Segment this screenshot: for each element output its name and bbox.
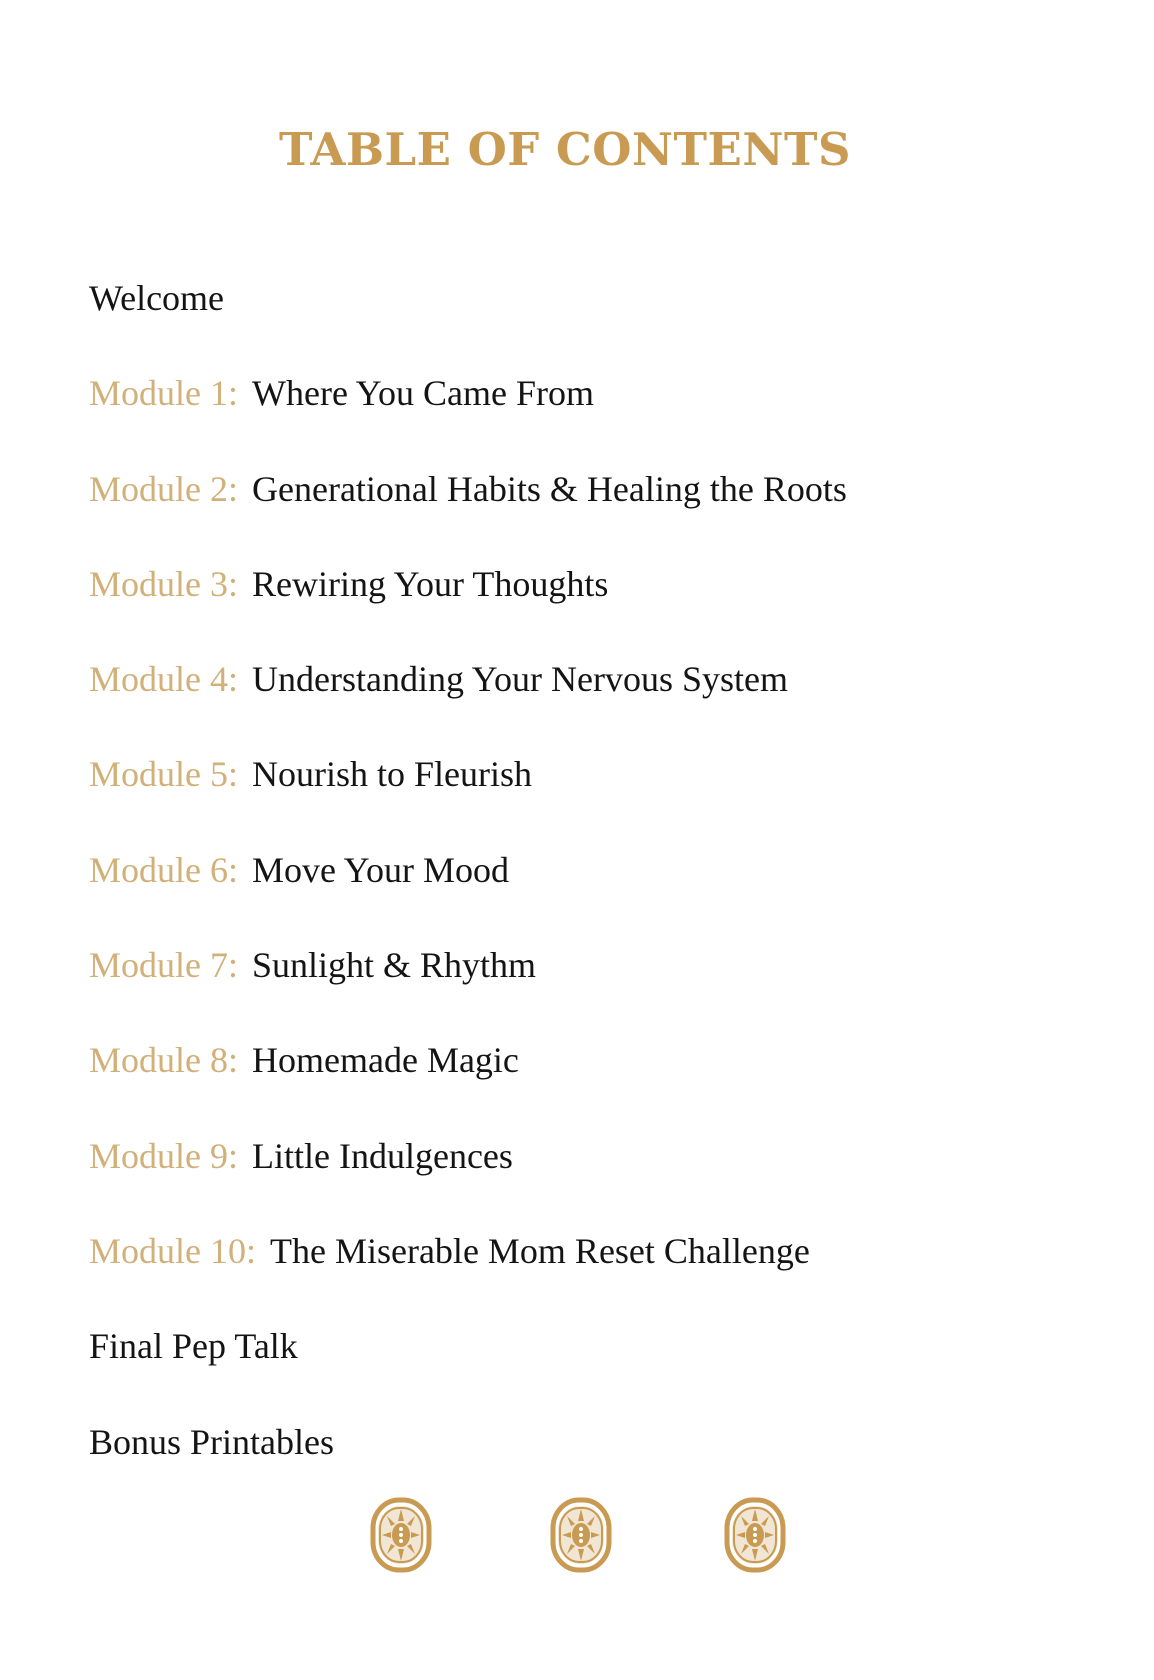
toc-item-bonus-printables[interactable] [89, 1412, 847, 1507]
toc-item-module-3[interactable] [89, 554, 847, 649]
toc-item-module-7[interactable] [89, 935, 847, 1030]
toc-item-prefix: Module 4: [89, 659, 238, 700]
toc-item-title: Welcome [89, 278, 225, 318]
toc-item-title: Rewiring Your Thoughts [252, 563, 609, 604]
sun-seal-icon [724, 1497, 786, 1573]
toc-item-prefix: Module 6: [89, 849, 238, 890]
toc-item-title: Bonus Printables [89, 1421, 335, 1462]
footer-ornaments [370, 1497, 790, 1577]
toc-item-prefix: Module 8: [89, 1040, 238, 1081]
toc-item-prefix: Module 9: [89, 1135, 238, 1176]
page-title: TABLE OF CONTENTS [279, 123, 851, 176]
toc-item-title: The Miserable Mom Reset Challenge [270, 1230, 810, 1271]
sun-seal-icon [370, 1497, 432, 1573]
toc-item-title: Nourish to Fleurish [252, 754, 533, 795]
toc-item-module-5[interactable] [89, 744, 847, 839]
toc-item-prefix: Module 3: [89, 563, 238, 604]
toc-item-title: Understanding Your Nervous System [252, 659, 788, 700]
toc-item-prefix: Module 2: [89, 468, 238, 509]
toc-item-final-pep-talk[interactable] [89, 1316, 847, 1411]
toc-item-title: Generational Habits & Healing the Roots [252, 468, 847, 509]
toc-item-prefix: Module 5: [89, 754, 238, 795]
toc-item-prefix: Module 10: [89, 1230, 256, 1271]
table-of-contents [89, 268, 847, 1507]
toc-item-module-2[interactable] [89, 459, 847, 554]
toc-item-prefix: Module 7: [89, 945, 238, 986]
toc-item-module-4[interactable] [89, 649, 847, 744]
toc-item-module-6[interactable] [89, 840, 847, 935]
toc-item-title: Where You Came From [252, 373, 594, 414]
sun-seal-icon [550, 1497, 612, 1573]
toc-item-title: Move Your Mood [252, 849, 510, 890]
toc-item-title: Homemade Magic [252, 1040, 519, 1081]
toc-item-module-1[interactable] [89, 363, 847, 458]
toc-item-module-8[interactable] [89, 1030, 847, 1125]
toc-item-welcome[interactable] [89, 268, 847, 363]
toc-item-module-10[interactable] [89, 1221, 847, 1316]
toc-item-prefix: Module 1: [89, 373, 238, 414]
toc-item-title: Little Indulgences [252, 1135, 513, 1176]
toc-item-title: Final Pep Talk [89, 1326, 298, 1367]
toc-item-title: Sunlight & Rhythm [252, 945, 537, 986]
toc-item-module-9[interactable] [89, 1126, 847, 1221]
